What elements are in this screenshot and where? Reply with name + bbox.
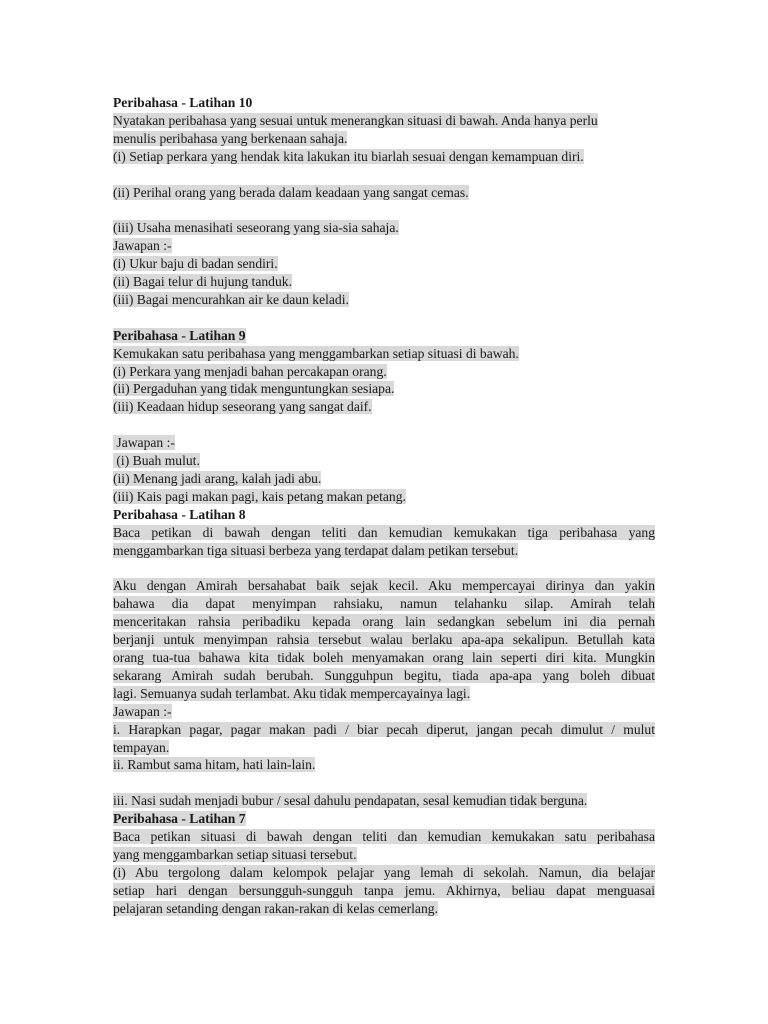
heading-latihan-8: Peribahasa - Latihan 8: [113, 506, 246, 522]
instruction-line: menulis peribahasa yang berkenaan sahaja.: [113, 130, 348, 146]
instruction-line: Kemukakan satu peribahasa yang menggambarkan setiap situasi di bawah.: [113, 345, 519, 361]
answer-line: (ii) Menang jadi arang, kalah jadi abu.: [113, 470, 322, 486]
instruction-line: Baca petikan situasi di bawah dengan teliti dan kemudian kemukakan satu peribahasa: [113, 829, 655, 845]
passage-line: berjanji untuk menyimpan rahsia tersebut walau berlaku apa-apa sekalipun. Betullah kata: [113, 632, 655, 648]
heading-latihan-7: Peribahasa - Latihan 7: [113, 811, 246, 827]
answer-line: (ii) Bagai telur di hujung tanduk.: [113, 274, 292, 290]
passage-line: pelajaran setanding dengan rakan-rakan di kelas cemerlang.: [113, 900, 438, 916]
heading-latihan-9: Peribahasa - Latihan 9: [113, 327, 246, 343]
heading-latihan-10: Peribahasa - Latihan 10: [113, 95, 253, 110]
passage-line: sekarang Amirah sudah berubah. Sungguhpun begitu, tiada apa-apa yang boleh dibuat: [113, 667, 655, 683]
answer-line: (iii) Bagai mencurahkan air ke daun keladi.: [113, 291, 349, 307]
passage-line: bahawa dia dapat menyimpan rahsiaku, namun telahanku silap. Amirah telah: [113, 596, 655, 612]
question-line: (iii) Usaha menasihati seseorang yang sia-sia sahaja.: [113, 220, 399, 236]
answer-line: ii. Rambut sama hitam, hati lain-lain.: [113, 757, 316, 773]
question-line: (iii) Keadaan hidup seseorang yang sangat daif.: [113, 399, 372, 415]
passage-line: (i) Abu tergolong dalam kelompok pelajar yang lemah di sekolah. Namun, dia belajar: [113, 864, 655, 880]
question-line: (i) Perkara yang menjadi bahan percakapan orang.: [113, 363, 387, 379]
instruction-line: Nyatakan peribahasa yang sesuai untuk menerangkan situasi di bawah. Anda hanya perlu: [113, 112, 598, 128]
passage-line: lagi. Semuanya sudah terlambat. Aku tidak mempercayainya lagi.: [113, 685, 471, 701]
answer-line: iii. Nasi sudah menjadi bubur / sesal dahulu pendapatan, sesal kemudian tidak berguna.: [113, 793, 588, 809]
passage: [113, 577, 655, 702]
instruction-line: yang menggambarkan setiap situasi tersebut.: [113, 846, 357, 862]
passage-line: menceritakan rahsia peribadiku kepada orang lain sedangkan sebelum ini dia pernah: [113, 614, 655, 630]
answer-line: (i) Ukur baju di badan sendiri.: [113, 256, 278, 272]
answer-label: Jawapan :-: [113, 435, 175, 451]
passage-line: Aku dengan Amirah bersahabat baik sejak kecil. Aku mempercayai dirinya dan yakin: [113, 578, 655, 594]
question-line: (ii) Pergaduhan yang tidak menguntungkan sesiapa.: [113, 381, 395, 397]
question-line: (ii) Perihal orang yang berada dalam keadaan yang sangat cemas.: [113, 184, 469, 200]
instruction-line: Baca petikan di bawah dengan teliti dan kemudian kemukakan tiga peribahasa yang: [113, 524, 655, 540]
passage-line: setiap hari dengan bersungguh-sungguh tanpa jemu. Akhirnya, beliau dapat menguasai: [113, 882, 655, 898]
answer-line: i. Harapkan pagar, pagar makan padi / biar pecah diperut, jangan pecah dimulut / mulut: [113, 721, 655, 737]
answer-line: tempayan.: [113, 739, 170, 755]
document-page: [113, 94, 655, 918]
answer-label: Jawapan :-: [113, 703, 172, 719]
answer-line: (iii) Kais pagi makan pagi, kais petang makan petang.: [113, 488, 406, 504]
answer-label: Jawapan :-: [113, 238, 172, 254]
passage-line: orang tua-tua bahawa kita tidak boleh menyamakan orang lain seperti diri kita. Mungkin: [113, 650, 655, 666]
question-line: (i) Setiap perkara yang hendak kita lakukan itu biarlah sesuai dengan kemampuan diri.: [113, 148, 584, 164]
answer-line: (i) Buah mulut.: [113, 453, 200, 469]
instruction-line: menggambarkan tiga situasi berbeza yang terdapat dalam petikan tersebut.: [113, 542, 519, 558]
